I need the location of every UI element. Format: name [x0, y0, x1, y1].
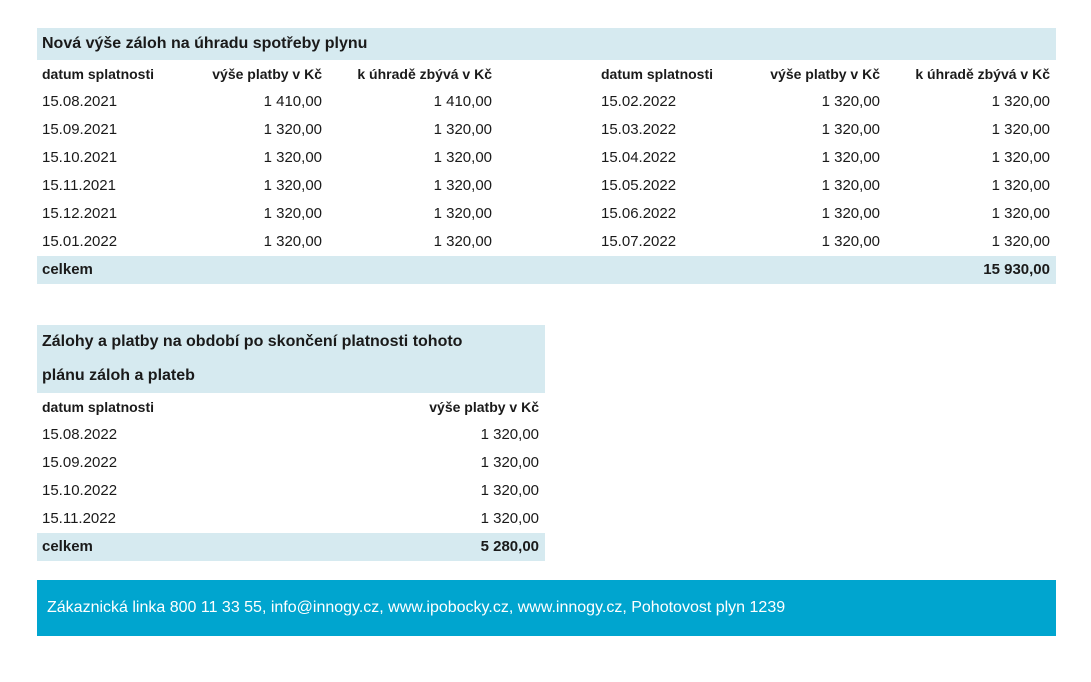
- row-date: 15.02.2022: [601, 93, 677, 110]
- row-payment: 1 320,00: [821, 149, 880, 166]
- row-payment: 1 320,00: [821, 121, 880, 138]
- total-value: 5 280,00: [480, 538, 539, 555]
- row-remaining: 1 320,00: [991, 93, 1050, 110]
- after-plan-header-row: [37, 393, 545, 421]
- header-due-date: datum splatnosti: [42, 399, 155, 415]
- header-payment-2: výše platby v Kč: [770, 66, 880, 82]
- header-due-date: datum splatnosti: [42, 66, 155, 82]
- row-date: 15.10.2022: [42, 482, 118, 499]
- header-remaining-2: k úhradě zbývá v Kč: [915, 66, 1050, 82]
- payment-plan-header-row: [37, 60, 1056, 88]
- row-date: 15.03.2022: [601, 121, 677, 138]
- row-date: 15.12.2021: [42, 205, 118, 222]
- row-remaining: 1 320,00: [433, 177, 492, 194]
- row-payment: 1 320,00: [821, 93, 880, 110]
- row-remaining: 1 320,00: [991, 177, 1050, 194]
- table-row: [37, 477, 545, 505]
- table-row: [37, 88, 1056, 116]
- row-date: 15.08.2022: [42, 426, 118, 443]
- row-date: 15.05.2022: [601, 177, 677, 194]
- row-remaining: 1 320,00: [433, 149, 492, 166]
- row-date: 15.01.2022: [42, 233, 118, 250]
- header-payment: výše platby v Kč: [429, 399, 539, 415]
- row-payment: 1 320,00: [480, 482, 539, 499]
- row-remaining: 1 320,00: [991, 205, 1050, 222]
- row-payment: 1 320,00: [263, 149, 322, 166]
- after-plan-table: [37, 325, 545, 561]
- row-date: 15.10.2021: [42, 149, 118, 166]
- contact-footer: Zákaznická linka 800 11 33 55, info@innogy.cz, www.ipobocky.cz, www.innogy.cz, Pohotovost plyn 1239: [37, 580, 1056, 636]
- row-payment: 1 320,00: [480, 454, 539, 471]
- total-label: celkem: [42, 538, 93, 555]
- row-date: 15.11.2021: [42, 177, 116, 194]
- table-row: [37, 505, 545, 533]
- row-date: 15.06.2022: [601, 205, 677, 222]
- payment-plan-title: Nová výše záloh na úhradu spotřeby plynu: [37, 28, 1056, 60]
- total-value: 15 930,00: [983, 261, 1050, 278]
- header-due-date-2: datum splatnosti: [601, 66, 714, 82]
- header-payment: výše platby v Kč: [212, 66, 322, 82]
- row-payment: 1 320,00: [480, 426, 539, 443]
- row-payment: 1 410,00: [263, 93, 322, 110]
- table-row: [37, 172, 1056, 200]
- payment-plan-total-row: [37, 256, 1056, 284]
- after-plan-title: [37, 325, 545, 393]
- row-payment: 1 320,00: [821, 205, 880, 222]
- row-date: 15.08.2021: [42, 93, 118, 110]
- row-payment: 1 320,00: [263, 233, 322, 250]
- table-row: [37, 449, 545, 477]
- row-date: 15.04.2022: [601, 149, 677, 166]
- row-remaining: 1 320,00: [433, 121, 492, 138]
- table-row: [37, 200, 1056, 228]
- table-row: [37, 421, 545, 449]
- payment-plan-table: [37, 28, 1056, 284]
- table-row: [37, 228, 1056, 256]
- row-remaining: 1 320,00: [991, 233, 1050, 250]
- row-remaining: 1 410,00: [433, 93, 492, 110]
- row-remaining: 1 320,00: [991, 121, 1050, 138]
- table-row: [37, 144, 1056, 172]
- row-date: 15.09.2021: [42, 121, 118, 138]
- header-remaining: k úhradě zbývá v Kč: [357, 66, 492, 82]
- row-remaining: 1 320,00: [991, 149, 1050, 166]
- row-payment: 1 320,00: [480, 510, 539, 527]
- after-plan-title-line-1: Zálohy a platby na období po skončení platnosti tohoto: [42, 333, 463, 350]
- row-remaining: 1 320,00: [433, 205, 492, 222]
- row-payment: 1 320,00: [263, 177, 322, 194]
- row-date: 15.07.2022: [601, 233, 677, 250]
- row-date: 15.09.2022: [42, 454, 118, 471]
- row-remaining: 1 320,00: [433, 233, 492, 250]
- row-date: 15.11.2022: [42, 510, 116, 527]
- after-plan-total-row: [37, 533, 545, 561]
- total-label: celkem: [42, 261, 93, 278]
- row-payment: 1 320,00: [821, 233, 880, 250]
- row-payment: 1 320,00: [821, 177, 880, 194]
- row-payment: 1 320,00: [263, 121, 322, 138]
- row-payment: 1 320,00: [263, 205, 322, 222]
- table-row: [37, 116, 1056, 144]
- after-plan-title-line-2: plánu záloh a plateb: [42, 367, 195, 384]
